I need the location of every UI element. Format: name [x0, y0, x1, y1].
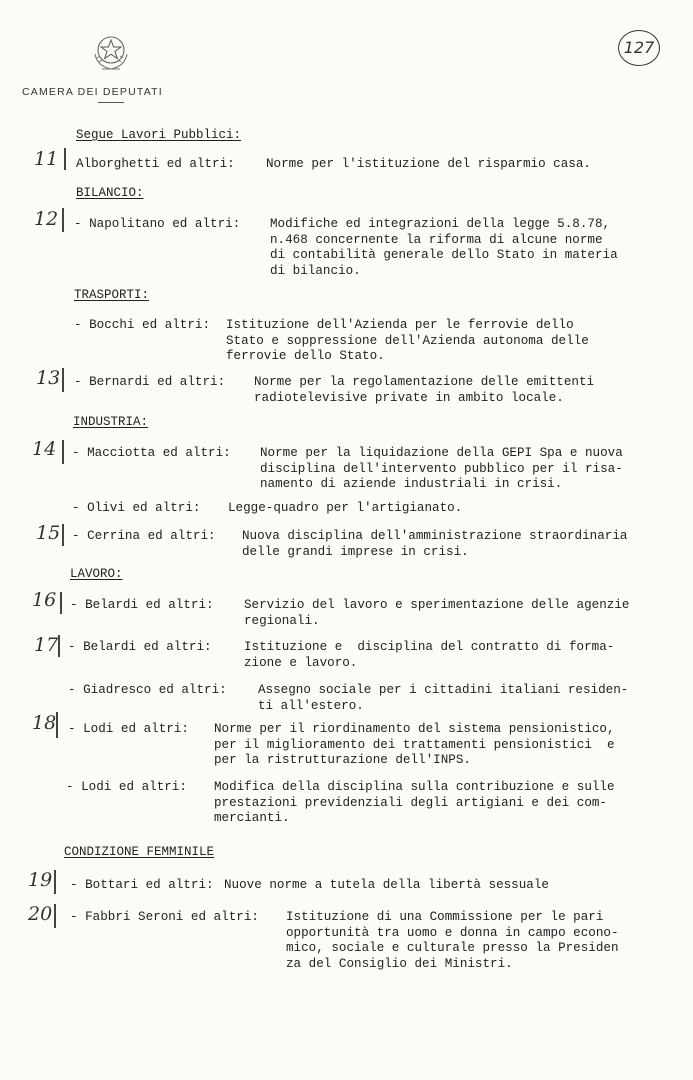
margin-number: 16 [32, 589, 57, 611]
item-author: - Bottari ed altri: [70, 878, 214, 892]
section-heading-bilancio: BILANCIO: [76, 186, 144, 200]
section-heading-industria: INDUSTRIA: [73, 415, 149, 429]
margin-mark [62, 208, 64, 232]
item-title: Nuova disciplina dell'amministrazione straordinaria delle grandi imprese in crisi. [242, 529, 628, 559]
item-title: Norme per l'istituzione del risparmio casa. [266, 157, 591, 171]
item-author: - Napolitano ed altri: [74, 217, 241, 231]
margin-number: 11 [34, 148, 59, 170]
margin-number: 20 [28, 903, 53, 925]
item-title: Assegno sociale per i cittadini italiani residen- ti all'estero. [258, 683, 629, 713]
margin-number: 17 [34, 634, 59, 656]
item-title: Modifiche ed integrazioni della legge 5.8.78, n.468 concernente la riforma di alcune norme di contabilità generale dello Stato in materia di bilancio. [270, 217, 618, 278]
item-title: Istituzione dell'Azienda per le ferrovie dello Stato e soppressione dell'Azienda autonoma delle ferrovie dello Stato. [226, 318, 589, 363]
item-title: Istituzione di una Commissione per le pari opportunità tra uomo e donna in campo econo- mico, sociale e culturale presso la Presiden za del Consiglio dei Ministri. [286, 910, 619, 971]
margin-mark [60, 592, 62, 614]
item-author: - Cerrina ed altri: [72, 529, 216, 543]
item-title: Servizio del lavoro e sperimentazione delle agenzie regionali. [244, 598, 630, 628]
item-title: Norme per il riordinamento del sistema pensionistico, per il miglioramento dei trattamenti pensionistici e per la ristrutturazione dell'INPS. [214, 722, 615, 767]
margin-number: 14 [32, 438, 57, 460]
margin-mark [54, 870, 56, 894]
margin-mark [62, 440, 64, 464]
margin-mark [56, 712, 58, 738]
item-title: Istituzione e disciplina del contratto di forma- zione e lavoro. [244, 640, 615, 670]
item-author: - Bernardi ed altri: [74, 375, 226, 389]
item-author: - Fabbri Seroni ed altri: [70, 910, 259, 924]
page-number: 127 [618, 30, 660, 66]
margin-number: 15 [36, 522, 61, 544]
margin-number: 19 [28, 869, 53, 891]
margin-mark [64, 148, 66, 170]
item-title: Nuove norme a tutela della libertà sessuale [224, 878, 549, 892]
item-author: - Belardi ed altri: [68, 640, 212, 654]
margin-mark [54, 904, 56, 928]
item-title: Norme per la regolamentazione delle emittenti radiotelevisive private in ambito locale. [254, 375, 595, 405]
item-title: Norme per la liquidazione della GEPI Spa e nuova disciplina dell'intervento pubblico per il risa- namento di aziende industriali in crisi. [260, 446, 623, 491]
margin-number: 12 [34, 208, 59, 230]
section-heading-lavori-pubblici: Segue Lavori Pubblici: [76, 128, 242, 142]
item-author: - Macciotta ed altri: [72, 446, 231, 460]
institution-name: CAMERA DEI DEPUTATI [22, 86, 163, 98]
margin-number: 13 [36, 367, 61, 389]
margin-number: 18 [32, 712, 57, 734]
item-author: Alborghetti ed altri: [76, 157, 235, 171]
item-author: - Bocchi ed altri: [74, 318, 211, 332]
margin-mark [58, 635, 60, 657]
margin-mark [62, 524, 64, 546]
item-author: - Belardi ed altri: [70, 598, 214, 612]
item-title: Modifica della disciplina sulla contribuzione e sulle prestazioni previdenziali degli artigiani e dei com- mercianti. [214, 780, 615, 825]
italian-republic-emblem-icon [88, 28, 134, 74]
item-title: Legge-quadro per l'artigianato. [228, 501, 463, 515]
section-heading-trasporti: TRASPORTI: [74, 288, 150, 302]
section-heading-condizione-femminile: CONDIZIONE FEMMINILE [64, 845, 215, 859]
margin-mark [62, 368, 64, 392]
item-author: - Olivi ed altri: [72, 501, 201, 515]
item-author: - Giadresco ed altri: [68, 683, 227, 697]
item-author: - Lodi ed altri: [66, 780, 187, 794]
item-author: - Lodi ed altri: [68, 722, 189, 736]
header-rule [98, 102, 124, 103]
section-heading-lavoro: LAVORO: [70, 567, 123, 581]
